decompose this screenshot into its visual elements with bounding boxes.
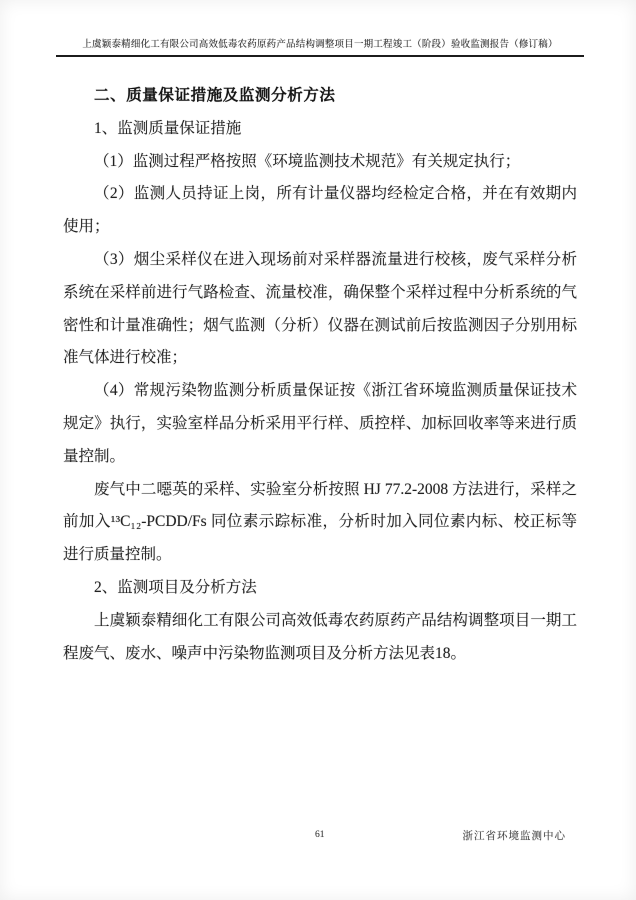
page-footer: [0, 828, 636, 848]
paragraph-item-4: （4）常规污染物监测分析质量保证按《浙江省环境监测质量保证技术规定》执行，实验室样品分析采用平行样、质控样、加标回收率等来进行质量控制。: [63, 382, 577, 465]
paragraph-item-2: （2）监测人员持证上岗，所有计量仪器均经检定合格，并在有效期内使用；: [63, 185, 577, 236]
paragraph-dioxin-method: 废气中二噁英的采样、实验室分析按照 HJ 77.2-2008 方法进行，采样之前加入¹³C₁₂-PCDD/Fs 同位素示踪标准，分析时加入同位素内标、校正标等进行质量控制。: [63, 480, 577, 564]
paragraph-subsection-2: 2、监测项目及分析方法: [94, 578, 257, 596]
page-number: 61: [315, 830, 325, 840]
page-header-title: 上虞颖泰精细化工有限公司高效低毒农药原药产品结构调整项目一期工程竣工（阶段）验收监测报告（修订稿）: [56, 36, 584, 57]
paragraph-project-summary: 上虞颖泰精细化工有限公司高效低毒农药原药产品结构调整项目一期工程废气、废水、噪声中污染物监测项目及分析方法见表18。: [63, 611, 577, 662]
document-body: [63, 80, 577, 670]
footer-organization: 浙江省环境监测中心: [462, 831, 566, 842]
paragraph-item-1: （1）监测过程严格按照《环境监测技术规范》有关规定执行；: [94, 152, 521, 170]
section-title: 二、质量保证措施及监测分析方法: [94, 87, 336, 104]
paragraph-item-3: （3）烟尘采样仪在进入现场前对采样器流量进行校核，废气采样分析系统在采样前进行气路检查、流量校准，确保整个采样过程中分析系统的气密性和计量准确性；烟气监测（分析）仪器在测试前后按监测因子分别用标准气体进行校准；: [63, 250, 577, 367]
paragraph-subsection-1: 1、监测质量保证措施: [94, 119, 242, 137]
